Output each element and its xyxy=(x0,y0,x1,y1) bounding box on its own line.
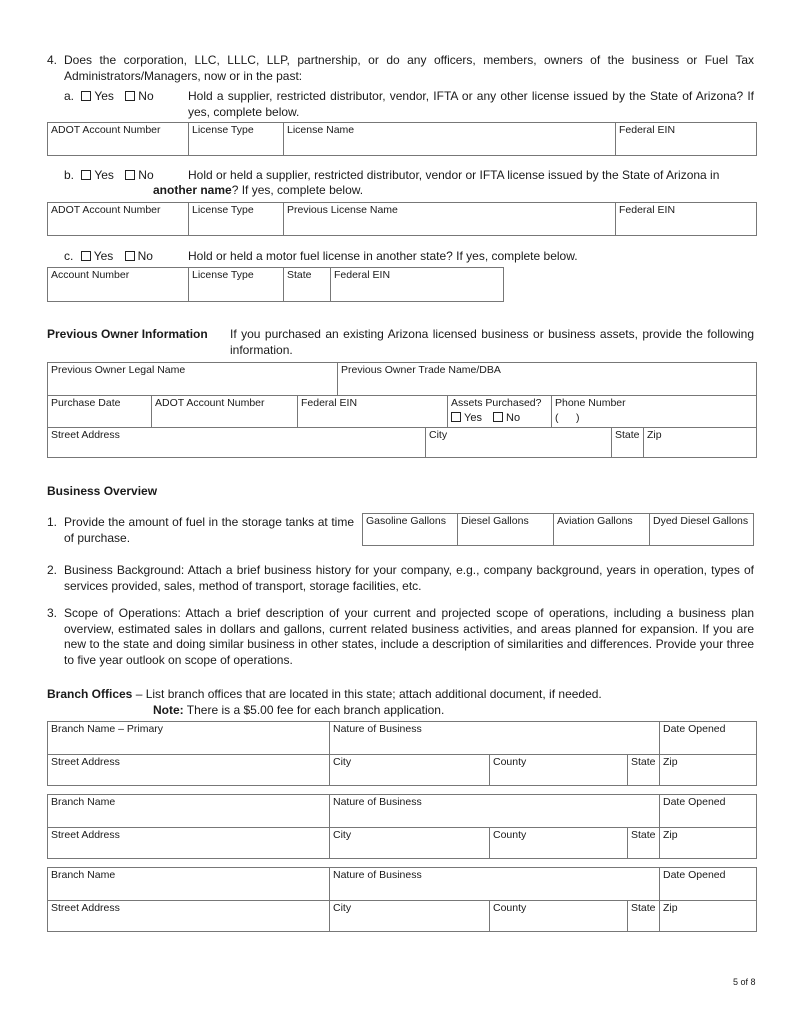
state-field[interactable]: State xyxy=(627,900,659,931)
note-text: There is a $5.00 fee for each branch application. xyxy=(183,703,445,717)
branch-table xyxy=(47,721,757,786)
q4b-table xyxy=(47,202,757,236)
previous-owner-legal-name-field[interactable]: Previous Owner Legal Name xyxy=(51,364,186,376)
federal-ein-field[interactable]: Federal EIN xyxy=(330,268,503,301)
zip-field[interactable]: Zip xyxy=(659,754,756,785)
state-field[interactable]: State xyxy=(627,827,659,858)
previous-owner-trade-name-field[interactable]: Previous Owner Trade Name/DBA xyxy=(337,363,756,395)
q4a-letter: a. xyxy=(64,89,75,103)
federal-ein-field[interactable]: Federal EIN xyxy=(297,395,447,427)
q4c-letter: c. xyxy=(64,249,74,263)
q4c-no-label: No xyxy=(137,249,153,263)
q4b-bold: another name xyxy=(153,183,232,197)
branch-table xyxy=(47,794,757,859)
assets-yes-label: Yes xyxy=(464,412,482,424)
q4b-no-label: No xyxy=(138,168,154,182)
license-type-field[interactable]: License Type xyxy=(188,268,283,301)
branch-table xyxy=(47,867,757,932)
city-field[interactable]: City xyxy=(425,427,611,457)
fuel-table xyxy=(362,513,754,546)
q4c-no-checkbox[interactable] xyxy=(125,251,135,261)
phone-number-label: Phone Number xyxy=(555,397,626,409)
item1-text: Provide the amount of fuel in the storage tanks at time of purchase. xyxy=(64,515,354,545)
q4b-text-line2 xyxy=(153,183,363,197)
date-opened-field[interactable]: Date Opened xyxy=(659,722,756,754)
q4-number: 4. xyxy=(47,53,58,67)
dyed-diesel-gallons-field[interactable]: Dyed Diesel Gallons xyxy=(649,514,753,545)
federal-ein-field[interactable]: Federal EIN xyxy=(615,123,756,155)
q4a-yes-checkbox[interactable] xyxy=(81,91,91,101)
branch-name-field[interactable]: Branch Name – Primary xyxy=(51,723,164,735)
q4b-text-post: ? If yes, complete below. xyxy=(231,183,364,197)
county-field[interactable]: County xyxy=(489,754,627,785)
business-overview-heading: Business Overview xyxy=(47,484,158,498)
county-field[interactable]: County xyxy=(489,827,627,858)
county-field[interactable]: County xyxy=(489,900,627,931)
branch-offices-intro xyxy=(47,687,602,701)
assets-purchased-label: Assets Purchased? xyxy=(451,397,542,409)
zip-field[interactable]: Zip xyxy=(643,427,756,457)
street-address-field[interactable]: Street Address xyxy=(48,827,329,858)
q4a-no-checkbox[interactable] xyxy=(125,91,135,101)
q4a-table xyxy=(47,122,757,156)
nature-of-business-field[interactable]: Nature of Business xyxy=(329,795,659,827)
license-type-field[interactable]: License Type xyxy=(188,203,283,235)
adot-account-number-field[interactable]: ADOT Account Number xyxy=(51,124,161,136)
assets-purchased-field xyxy=(447,395,551,427)
q4-text: Does the corporation, LLC, LLLC, LLP, partnership, or do any officers, members, owners of the business or Fuel Tax Administrators/Managers, now or in the past: xyxy=(64,53,754,83)
q4b-yes-label: Yes xyxy=(94,168,114,182)
q4c-yes-label: Yes xyxy=(93,249,114,263)
previous-license-name-field[interactable]: Previous License Name xyxy=(283,203,615,235)
branch-offices-text: – List branch offices that are located in this state; attach additional document, if needed. xyxy=(132,687,602,701)
phone-number-field[interactable] xyxy=(551,395,756,427)
assets-no-label: No xyxy=(506,412,521,424)
item3-number: 3. xyxy=(47,606,58,620)
item1-number: 1. xyxy=(47,515,58,529)
license-name-field[interactable]: License Name xyxy=(283,123,615,155)
federal-ein-field[interactable]: Federal EIN xyxy=(615,203,756,235)
date-opened-field[interactable]: Date Opened xyxy=(659,868,756,900)
adot-account-number-field[interactable]: ADOT Account Number xyxy=(151,395,297,427)
q4c-yes-checkbox[interactable] xyxy=(81,251,91,261)
city-field[interactable]: City xyxy=(329,900,489,931)
previous-owner-table xyxy=(47,362,757,458)
q4c-options xyxy=(64,249,153,263)
previous-owner-heading: Previous Owner Information xyxy=(47,327,208,341)
phone-mask: ( ) xyxy=(555,412,580,424)
street-address-field[interactable]: Street Address xyxy=(48,427,425,457)
date-opened-field[interactable]: Date Opened xyxy=(659,795,756,827)
previous-owner-text: If you purchased an existing Arizona licensed business or business assets, provide the following information. xyxy=(230,327,754,357)
q4b-yes-checkbox[interactable] xyxy=(81,170,91,180)
item3-text: Scope of Operations: Attach a brief description of your current and projected scope of operations, including a business plan overview, estimated sales in dollars and gallons, current related business activities, and areas planned for expansion. If you are new to the state and doing similar business in other states, include a description of similarities and differences. Provide your three to five year outlook on scope of operations. xyxy=(64,606,754,667)
q4c-text: Hold or held a motor fuel license in another state? If yes, complete below. xyxy=(188,249,578,263)
aviation-gallons-field[interactable]: Aviation Gallons xyxy=(553,514,649,545)
diesel-gallons-field[interactable]: Diesel Gallons xyxy=(457,514,553,545)
gasoline-gallons-field[interactable]: Gasoline Gallons xyxy=(366,515,446,527)
q4b-text: Hold or held a supplier, restricted distributor, vendor or IFTA license issued by the State of Arizona in xyxy=(188,168,720,182)
q4a-options xyxy=(64,89,154,103)
note-label: Note: xyxy=(153,703,184,717)
nature-of-business-field[interactable]: Nature of Business xyxy=(329,868,659,900)
adot-account-number-field[interactable]: ADOT Account Number xyxy=(51,204,161,216)
state-field[interactable]: State xyxy=(283,268,330,301)
q4a-no-label: No xyxy=(138,89,154,103)
branch-name-field[interactable]: Branch Name xyxy=(51,869,116,881)
assets-yes-checkbox[interactable] xyxy=(451,412,461,422)
license-type-field[interactable]: License Type xyxy=(188,123,283,155)
q4b-letter: b. xyxy=(64,168,75,182)
city-field[interactable]: City xyxy=(329,754,489,785)
account-number-field[interactable]: Account Number xyxy=(51,269,130,281)
item2-number: 2. xyxy=(47,563,58,577)
branch-name-field[interactable]: Branch Name xyxy=(51,796,116,808)
item2-text: Business Background: Attach a brief business history for your company, e.g., company background, years in operation, types of services provided, sales, method of transport, storage facilities, etc. xyxy=(64,563,754,593)
purchase-date-field[interactable]: Purchase Date xyxy=(48,395,151,427)
q4a-text: Hold a supplier, restricted distributor, vendor, IFTA or any other license issued by the State of Arizona? If yes, complete below. xyxy=(188,89,754,119)
page-number: 5 of 8 xyxy=(733,977,756,987)
q4c-table xyxy=(47,267,504,302)
state-field[interactable]: State xyxy=(627,754,659,785)
zip-field[interactable]: Zip xyxy=(659,827,756,858)
q4a-yes-label: Yes xyxy=(94,89,114,103)
q4b-options xyxy=(64,168,154,182)
city-field[interactable]: City xyxy=(329,827,489,858)
zip-field[interactable]: Zip xyxy=(659,900,756,931)
branch-offices-heading: Branch Offices xyxy=(47,687,133,701)
nature-of-business-field[interactable]: Nature of Business xyxy=(329,722,659,754)
street-address-field[interactable]: Street Address xyxy=(48,900,329,931)
state-field[interactable]: State xyxy=(611,427,643,457)
street-address-field[interactable]: Street Address xyxy=(48,754,329,785)
branch-note xyxy=(153,703,444,717)
assets-no-checkbox[interactable] xyxy=(493,412,503,422)
q4b-no-checkbox[interactable] xyxy=(125,170,135,180)
